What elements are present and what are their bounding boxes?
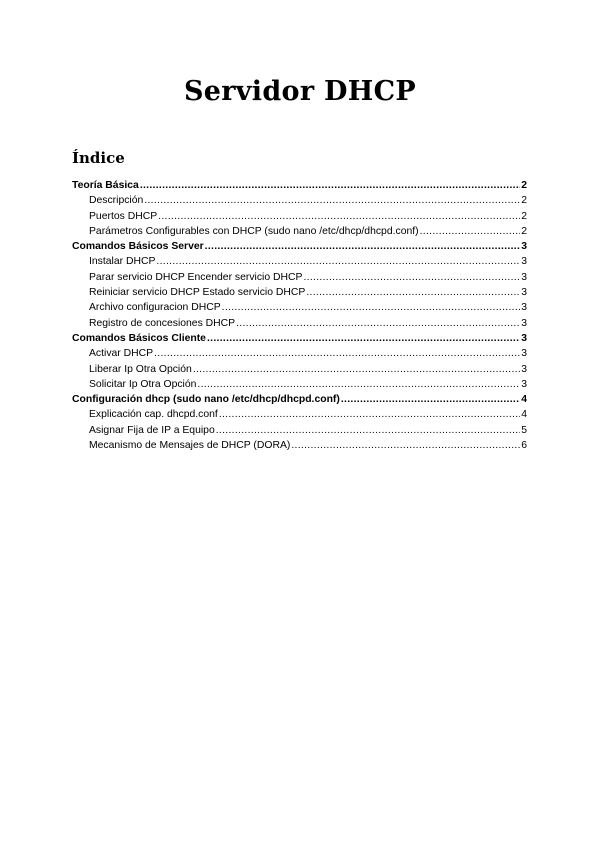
toc-entry[interactable] xyxy=(72,211,527,226)
toc-entry[interactable] xyxy=(72,226,527,241)
toc-entry[interactable] xyxy=(72,180,527,195)
toc-entry-page: 2 xyxy=(521,225,527,237)
toc-entry-text: Asignar Fija de IP a Equipo xyxy=(89,424,215,436)
toc-entry-page: 3 xyxy=(521,241,527,253)
toc-entry[interactable] xyxy=(72,440,527,455)
toc-entry-page: 4 xyxy=(521,409,527,421)
toc-leader xyxy=(140,180,520,191)
toc-entry[interactable] xyxy=(72,287,527,302)
toc-entry[interactable] xyxy=(72,318,527,333)
toc-leader xyxy=(291,440,520,451)
toc-entry-page: 3 xyxy=(521,271,527,283)
toc-entry-page: 3 xyxy=(521,256,527,268)
toc-leader xyxy=(219,409,520,420)
toc-leader xyxy=(306,287,520,298)
toc-entry[interactable] xyxy=(72,425,527,440)
toc-entry-text: Parar servicio DHCP Encender servicio DHCP xyxy=(89,271,303,283)
toc-entry-text: Comandos Básicos Server xyxy=(72,241,204,253)
toc-entry[interactable] xyxy=(72,394,527,409)
toc-leader xyxy=(158,211,520,222)
toc-entry[interactable] xyxy=(72,272,527,287)
toc-entry-text: Teoría Básica xyxy=(72,180,139,191)
toc-entry-page: 2 xyxy=(521,180,527,191)
toc-leader xyxy=(303,272,520,283)
toc-entry-text: Solicitar Ip Otra Opción xyxy=(89,378,197,390)
toc-entry-page: 3 xyxy=(521,363,527,375)
toc-entry-text: Descripción xyxy=(89,195,144,207)
toc-entry[interactable] xyxy=(72,241,527,256)
document-title: Servidor DHCP xyxy=(184,76,416,107)
toc-entry-text: Instalar DHCP xyxy=(89,256,156,268)
toc-entry-page: 3 xyxy=(521,287,527,299)
toc-leader xyxy=(341,394,520,405)
toc-entry-text: Reiniciar servicio DHCP Estado servicio DHCP xyxy=(89,287,306,299)
toc-entry[interactable] xyxy=(72,348,527,363)
toc-entry-text: Explicación cap. dhcpd.conf xyxy=(89,409,218,421)
toc-entry-text: Archivo configuracion DHCP xyxy=(89,302,221,314)
toc-entry-page: 4 xyxy=(521,394,527,406)
toc-entry[interactable] xyxy=(72,379,527,394)
toc-entry[interactable] xyxy=(72,195,527,210)
toc-entry-page: 3 xyxy=(521,348,527,360)
toc-leader xyxy=(154,348,520,359)
toc-leader xyxy=(420,226,521,237)
toc-leader xyxy=(222,302,521,313)
toc-entry[interactable] xyxy=(72,256,527,271)
toc-entry-page: 3 xyxy=(521,317,527,329)
toc-leader xyxy=(156,256,520,267)
toc-entry-text: Puertos DHCP xyxy=(89,210,158,222)
toc-entry-page: 3 xyxy=(521,378,527,390)
toc-heading: Índice xyxy=(72,149,125,167)
toc-leader xyxy=(207,333,520,344)
toc-entry-page: 5 xyxy=(521,424,527,436)
toc-entry-page: 2 xyxy=(521,210,527,222)
table-of-contents xyxy=(72,180,527,455)
toc-entry[interactable] xyxy=(72,333,527,348)
toc-leader xyxy=(216,425,520,436)
toc-leader xyxy=(193,364,520,375)
toc-entry-text: Configuración dhcp (sudo nano /etc/dhcp/dhcpd.conf) xyxy=(72,394,340,406)
toc-entry-text: Comandos Básicos Cliente xyxy=(72,332,206,344)
toc-entry-page: 2 xyxy=(521,195,527,207)
toc-entry[interactable] xyxy=(72,302,527,317)
toc-entry-text: Liberar Ip Otra Opción xyxy=(89,363,192,375)
toc-entry[interactable] xyxy=(72,364,527,379)
toc-leader xyxy=(144,195,520,206)
toc-entry-text: Parámetros Configurables con DHCP (sudo nano /etc/dhcp/dhcpd.conf) xyxy=(89,225,419,237)
toc-leader xyxy=(205,241,521,252)
toc-entry-page: 6 xyxy=(521,440,527,452)
toc-entry-text: Mecanismo de Mensajes de DHCP (DORA) xyxy=(89,440,291,452)
toc-leader xyxy=(236,318,520,329)
toc-entry-text: Registro de concesiones DHCP xyxy=(89,317,236,329)
toc-leader xyxy=(197,379,520,390)
toc-entry-text: Activar DHCP xyxy=(89,348,154,360)
toc-entry[interactable] xyxy=(72,409,527,424)
toc-entry-page: 3 xyxy=(521,332,527,344)
toc-entry-page: 3 xyxy=(521,302,527,314)
